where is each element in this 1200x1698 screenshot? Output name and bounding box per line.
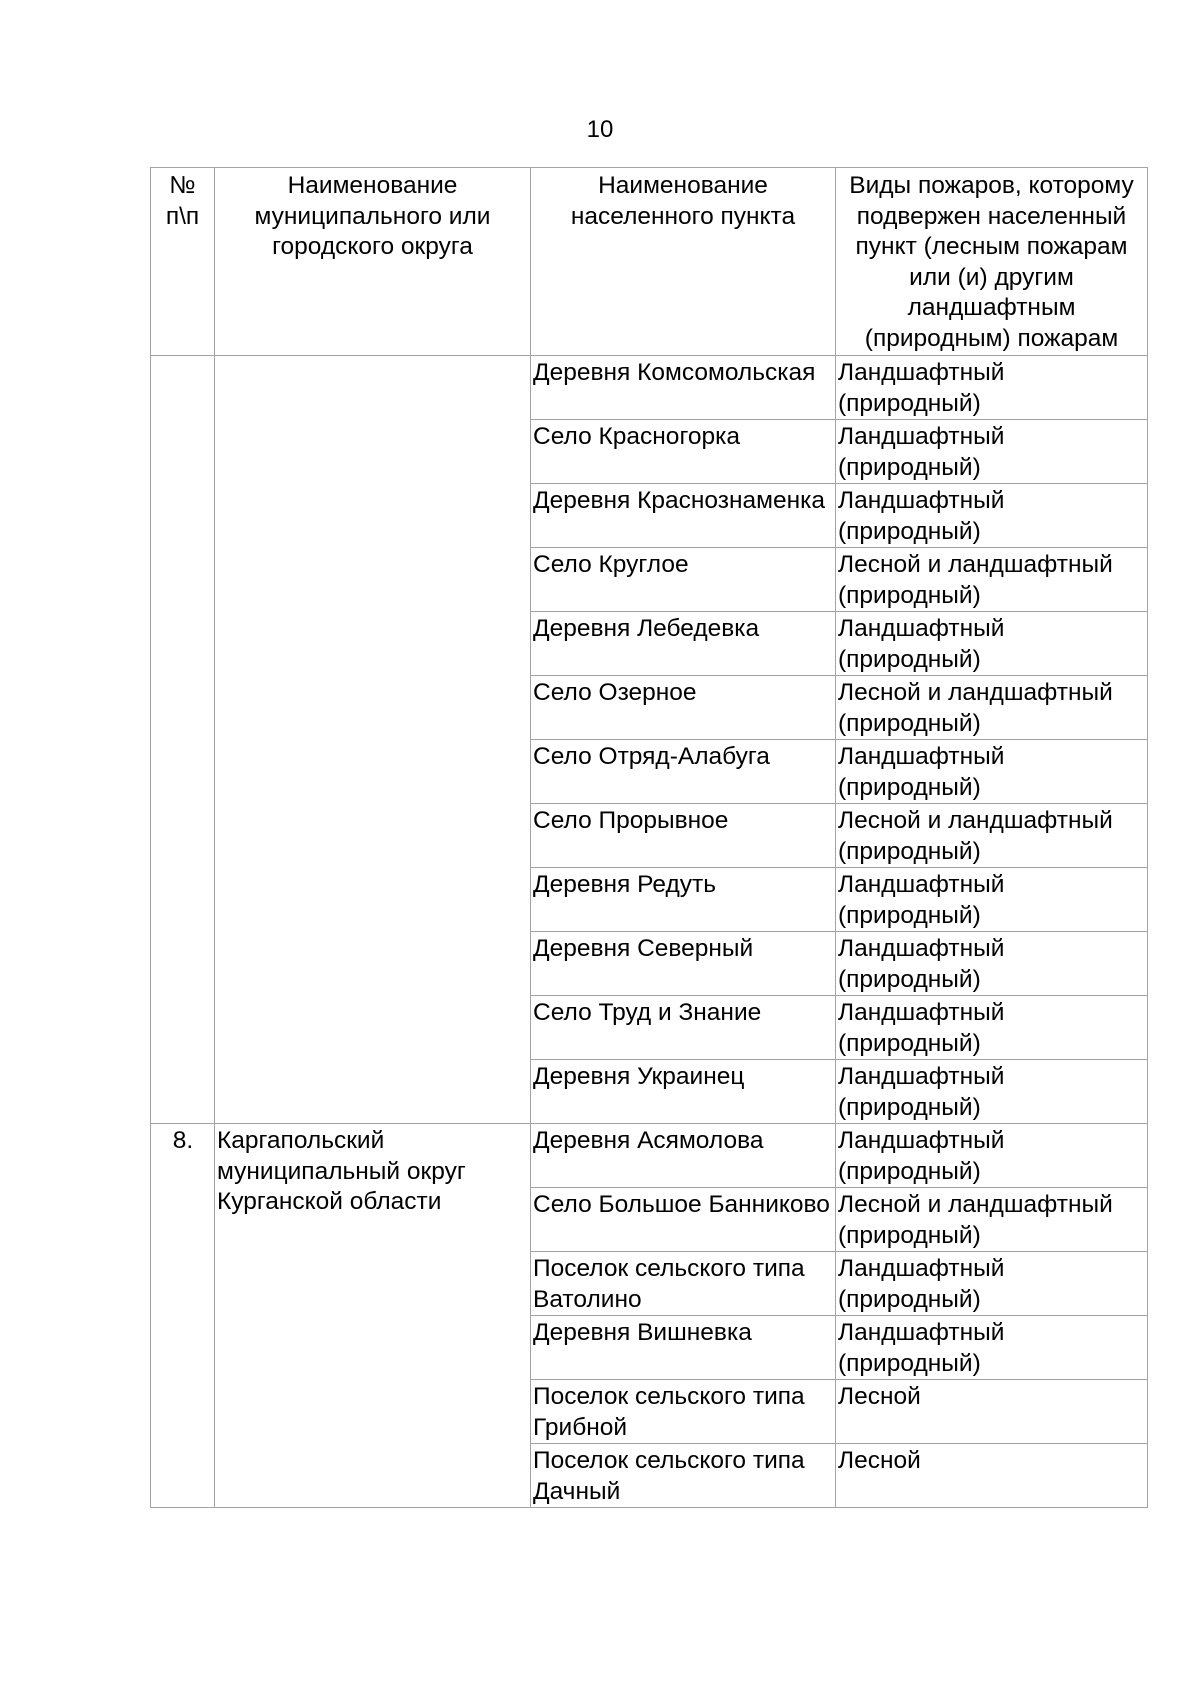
settlement-name: Деревня Комсомольская: [531, 356, 836, 420]
settlement-name: Село Красногорка: [531, 420, 836, 484]
settlement-name: Село Труд и Знание: [531, 996, 836, 1060]
fire-type: Лесной и ландшафтный (природный): [836, 1188, 1148, 1252]
header-district: Наименование муниципального или городского округа: [215, 168, 531, 356]
fire-type: Ландшафтный (природный): [836, 1060, 1148, 1124]
fire-type: Лесной: [836, 1444, 1148, 1508]
fire-type: Ландшафтный (природный): [836, 356, 1148, 420]
fire-type: Ландшафтный (природный): [836, 420, 1148, 484]
settlement-name: Село Озерное: [531, 676, 836, 740]
settlement-name: Село Большое Банниково: [531, 1188, 836, 1252]
fire-type: Ландшафтный (природный): [836, 612, 1148, 676]
table-body: [151, 356, 1148, 1508]
settlement-name: Деревня Северный: [531, 932, 836, 996]
settlement-name: Село Отряд-Алабуга: [531, 740, 836, 804]
settlement-name: Деревня Лебедевка: [531, 612, 836, 676]
fire-type: Ландшафтный (природный): [836, 996, 1148, 1060]
fire-type: Ландшафтный (природный): [836, 868, 1148, 932]
fire-type: Ландшафтный (природный): [836, 484, 1148, 548]
header-fire-type: Виды пожаров, которому подвержен населенный пункт (лесным пожарам или (и) другим ландшафтным (природным) пожарам: [836, 168, 1148, 356]
settlement-name: Деревня Асямолова: [531, 1124, 836, 1188]
fire-type: Ландшафтный (природный): [836, 1124, 1148, 1188]
settlement-name: Село Прорывное: [531, 804, 836, 868]
settlement-name: Поселок сельского типа Ватолино: [531, 1252, 836, 1316]
settlement-name: Село Круглое: [531, 548, 836, 612]
fire-type: Ландшафтный (природный): [836, 1252, 1148, 1316]
table-row: [151, 1124, 1148, 1188]
fire-type: Ландшафтный (природный): [836, 932, 1148, 996]
row-number: [151, 356, 215, 1124]
table-header-row: [151, 168, 1148, 356]
page-number: 10: [586, 116, 614, 143]
settlement-name: Деревня Вишневка: [531, 1316, 836, 1380]
district-name: Каргапольский муниципальный округ Курганской области: [215, 1124, 531, 1508]
fire-type: Ландшафтный (природный): [836, 740, 1148, 804]
settlement-name: Деревня Украинец: [531, 1060, 836, 1124]
fire-type: Лесной и ландшафтный (природный): [836, 548, 1148, 612]
settlement-name: Поселок сельского типа Дачный: [531, 1444, 836, 1508]
settlement-name: Поселок сельского типа Грибной: [531, 1380, 836, 1444]
settlement-name: Деревня Редуть: [531, 868, 836, 932]
table-row: [151, 356, 1148, 420]
header-settlement: Наименование населенного пункта: [531, 168, 836, 356]
row-number: 8.: [151, 1124, 215, 1508]
district-name: [215, 356, 531, 1124]
settlement-name: Деревня Краснознаменка: [531, 484, 836, 548]
fire-type: Лесной: [836, 1380, 1148, 1444]
fire-type: Лесной и ландшафтный (природный): [836, 804, 1148, 868]
fire-type: Ландшафтный (природный): [836, 1316, 1148, 1380]
settlements-fire-table: [150, 167, 1148, 1508]
fire-type: Лесной и ландшафтный (природный): [836, 676, 1148, 740]
header-number: № п\п: [151, 168, 215, 356]
